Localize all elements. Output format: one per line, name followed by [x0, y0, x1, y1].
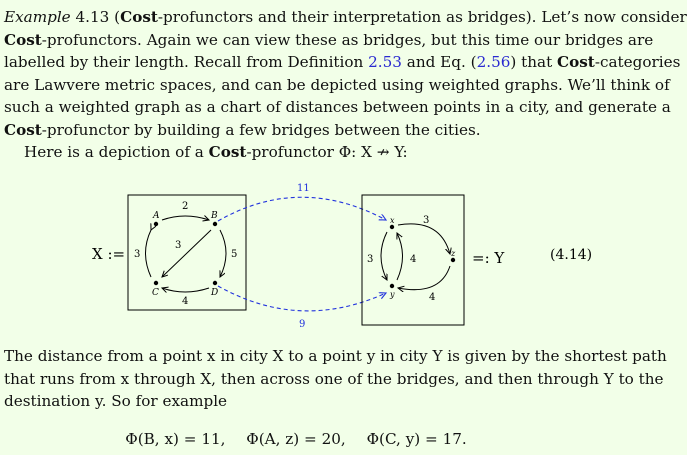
definition-link[interactable]: 2.53 [368, 53, 402, 71]
label-d: D [211, 288, 219, 298]
example-line-3b: and Eq. ( [406, 53, 477, 71]
profunctor-diagram [0, 176, 592, 356]
cost-word: Cost [4, 120, 42, 139]
point-d [213, 281, 217, 285]
point-c [154, 281, 158, 285]
closing-line-1: The distance from a point x in city X to a point y in city Y is given by the shortest path [4, 347, 667, 365]
bridge-weight-9: 9 [299, 319, 306, 330]
edge-a-b [162, 216, 209, 220]
point-b [213, 222, 217, 226]
example-line-1: Let’s now consider [541, 8, 687, 26]
equation-a-z: Φ(A, z) = 20, [246, 430, 346, 448]
weight-x-z: 3 [423, 215, 430, 226]
weight-z-y: 4 [429, 292, 436, 303]
label-x: x [390, 216, 395, 225]
label-z: z [451, 249, 456, 258]
edge-b-d [220, 230, 226, 277]
example-title-bold: Cost [120, 8, 158, 26]
label-y: y [390, 290, 395, 299]
example-line-2: -profunctors. Again we can view these as bridges, but this time our bridges are [41, 30, 654, 49]
example-line-3c: ) that [510, 53, 553, 71]
cost-word: Cost [208, 143, 247, 161]
edge-c-a [146, 230, 152, 277]
label-a: A [153, 211, 160, 221]
bridge-weight-11: 11 [297, 183, 310, 194]
bridge-d-y [218, 286, 386, 311]
edge-x-z [398, 224, 450, 254]
edge-z-y [398, 266, 450, 290]
example-line-3: labelled by their length. Recall from Definition [4, 53, 364, 71]
cost-word: Cost [4, 30, 42, 49]
weight-b-c: 3 [175, 240, 182, 251]
label-c: C [152, 288, 159, 298]
weight-c-a: 3 [134, 249, 141, 260]
weight-a-b: 2 [182, 201, 189, 212]
example-title-paren: ( [114, 8, 121, 26]
edge-b-c [162, 230, 211, 277]
weight-b-d: 5 [231, 249, 238, 260]
example-line-4: are Lawvere metric spaces, and can be depicted using weighted graphs. We’ll think of [4, 75, 670, 94]
equation-c-y: Φ(C, y) = 17. [366, 430, 467, 448]
label-b: B [211, 211, 218, 221]
example-equations [0, 430, 592, 448]
y-label: =: Y [472, 249, 505, 267]
equation-link[interactable]: 2.56 [476, 53, 511, 71]
point-z [451, 258, 455, 262]
closing-line-3: destination y. So for example [4, 392, 228, 410]
equation-b-x: Φ(B, x) = 11, [125, 430, 226, 448]
bridge-b-x [218, 197, 386, 221]
weight-y-x: 4 [410, 254, 417, 265]
equation-number: (4.14) [550, 247, 593, 263]
edge-x-y [381, 232, 387, 280]
example-title: -profunctors and their interpretation as bridges). [157, 8, 537, 26]
example-line-6: -profunctor by building a few bridges between the cities. [41, 120, 481, 139]
depiction-pre: Here is a depiction of a [24, 143, 204, 161]
point-x [390, 225, 394, 229]
example-paragraph [4, 6, 687, 164]
closing-paragraph [4, 345, 667, 413]
point-y [390, 284, 394, 288]
example-line-3d: -categories [594, 53, 681, 71]
point-a [154, 222, 158, 226]
x-label: X := [92, 245, 126, 263]
example-number: 4.13 [75, 8, 110, 26]
edge-y-x [397, 233, 403, 280]
closing-line-2: that runs from x through X, then across one of the bridges, and then through Y to the [4, 369, 664, 388]
edge-d-c [162, 288, 209, 292]
example-label: Example [4, 8, 71, 26]
weight-x-y: 3 [367, 254, 374, 265]
depiction-post: -profunctor Φ: X ↛ Y: [246, 143, 408, 161]
weight-d-c: 4 [182, 296, 189, 307]
cost-word: Cost [557, 53, 595, 71]
example-line-5: such a weighted graph as a chart of distances between points in a city, and generate a [4, 98, 671, 116]
